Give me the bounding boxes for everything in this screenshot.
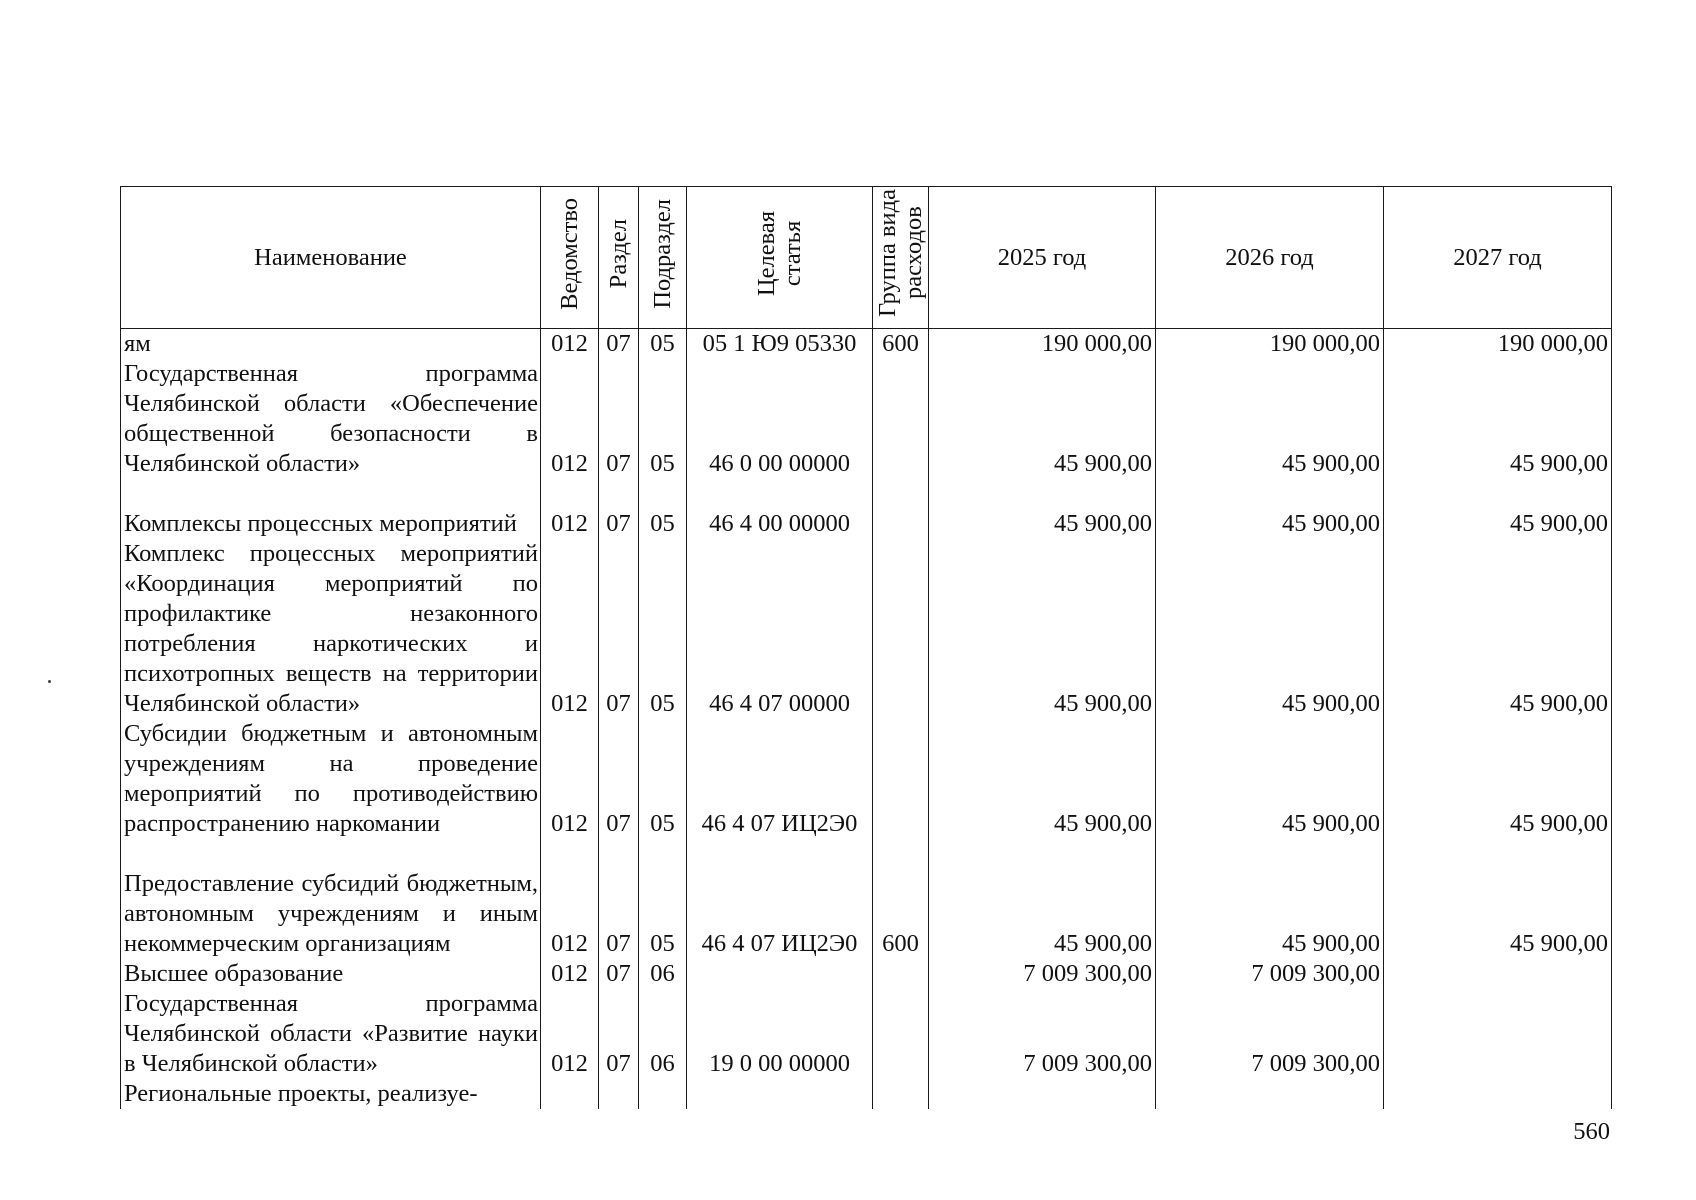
- cell-subsection: 05: [639, 539, 687, 719]
- page-number: 560: [1573, 1118, 1610, 1145]
- cell-target-article: [687, 959, 873, 989]
- cell-target-article: 46 4 00 00000: [687, 479, 873, 539]
- table-row: [121, 479, 1612, 539]
- cell-section: 07: [599, 359, 639, 479]
- cell-2027: [1384, 989, 1612, 1079]
- cell-name: Комплекс процессных мероприятий «Координация мероприятий по профилактике незаконного потребления наркотических и психотропных веществ на территории Челябинской области»: [121, 539, 541, 719]
- cell-name: Субсидии бюджетным и автономным учреждениям на проведение мероприятий по противодействию распространению наркомании: [121, 719, 541, 839]
- budget-table: [120, 186, 1612, 1109]
- cell-2025: 45 900,00: [929, 839, 1156, 959]
- cell-subsection: [639, 1079, 687, 1109]
- cell-name: Государственная программа Челябинской области «Развитие науки в Челябинской области»: [121, 989, 541, 1079]
- cell-expense-group: [873, 539, 929, 719]
- cell-section: 07: [599, 839, 639, 959]
- cell-section: [599, 1079, 639, 1109]
- cell-target-article: 46 4 07 ИЦ2Э0: [687, 719, 873, 839]
- header-2026: 2026 год: [1156, 187, 1384, 329]
- cell-2027: [1384, 1079, 1612, 1109]
- cell-2026: 45 900,00: [1156, 359, 1384, 479]
- cell-2025: [929, 1079, 1156, 1109]
- header-target-article: Целевая статья: [687, 187, 873, 329]
- cell-department: 012: [541, 839, 599, 959]
- table-row: [121, 329, 1612, 360]
- cell-expense-group: [873, 479, 929, 539]
- cell-subsection: 05: [639, 479, 687, 539]
- cell-target-article: 46 0 00 00000: [687, 359, 873, 479]
- cell-subsection: 05: [639, 839, 687, 959]
- cell-2026: 45 900,00: [1156, 539, 1384, 719]
- cell-expense-group: 600: [873, 329, 929, 360]
- cell-name: ям: [121, 329, 541, 360]
- cell-2027: 45 900,00: [1384, 719, 1612, 839]
- cell-2026: [1156, 1079, 1384, 1109]
- header-section: Раздел: [599, 187, 639, 329]
- cell-2025: 7 009 300,00: [929, 989, 1156, 1079]
- cell-name: Государственная программа Челябинской области «Обеспечение общественной безопасности в Челябинской области»: [121, 359, 541, 479]
- cell-subsection: 06: [639, 989, 687, 1079]
- cell-name: Комплексы процессных мероприятий: [121, 479, 541, 539]
- cell-2025: 7 009 300,00: [929, 959, 1156, 989]
- cell-2026: 190 000,00: [1156, 329, 1384, 360]
- table-row: [121, 1079, 1612, 1109]
- cell-expense-group: [873, 719, 929, 839]
- table-row: [121, 839, 1612, 959]
- cell-section: 07: [599, 329, 639, 360]
- cell-2027: 45 900,00: [1384, 539, 1612, 719]
- cell-2025: 45 900,00: [929, 479, 1156, 539]
- cell-section: 07: [599, 539, 639, 719]
- cell-expense-group: [873, 959, 929, 989]
- header-expense-group: Группа вида расходов: [873, 187, 929, 329]
- cell-2027: 45 900,00: [1384, 839, 1612, 959]
- cell-target-article: 46 4 07 00000: [687, 539, 873, 719]
- cell-expense-group: [873, 1079, 929, 1109]
- header-row: [121, 187, 1612, 329]
- cell-section: 07: [599, 989, 639, 1079]
- cell-2025: 45 900,00: [929, 539, 1156, 719]
- cell-expense-group: 600: [873, 839, 929, 959]
- cell-section: 07: [599, 479, 639, 539]
- cell-target-article: 05 1 Ю9 05330: [687, 329, 873, 360]
- cell-name: Региональные проекты, реализуе-: [121, 1079, 541, 1109]
- cell-subsection: 05: [639, 719, 687, 839]
- cell-department: 012: [541, 959, 599, 989]
- table-row: [121, 359, 1612, 479]
- cell-2025: 45 900,00: [929, 719, 1156, 839]
- scan-speck: [48, 680, 51, 683]
- cell-expense-group: [873, 359, 929, 479]
- header-2025: 2025 год: [929, 187, 1156, 329]
- table-row: [121, 539, 1612, 719]
- cell-name: Предоставление субсидий бюджетным, автономным учреждениям и иным некоммерческим организациям: [121, 839, 541, 959]
- cell-2027: [1384, 959, 1612, 989]
- cell-subsection: 05: [639, 329, 687, 360]
- cell-2026: 45 900,00: [1156, 719, 1384, 839]
- table-body: [121, 329, 1612, 1110]
- cell-2026: 7 009 300,00: [1156, 989, 1384, 1079]
- table-row: [121, 989, 1612, 1079]
- cell-2025: 45 900,00: [929, 359, 1156, 479]
- header-department: Ведомство: [541, 187, 599, 329]
- cell-section: 07: [599, 719, 639, 839]
- cell-target-article: [687, 1079, 873, 1109]
- header-name: Наименование: [121, 187, 541, 329]
- cell-name: Высшее образование: [121, 959, 541, 989]
- header-2027: 2027 год: [1384, 187, 1612, 329]
- cell-2026: 7 009 300,00: [1156, 959, 1384, 989]
- table-row: [121, 719, 1612, 839]
- cell-department: 012: [541, 359, 599, 479]
- cell-department: 012: [541, 479, 599, 539]
- cell-2027: 190 000,00: [1384, 329, 1612, 360]
- cell-target-article: 19 0 00 00000: [687, 989, 873, 1079]
- cell-department: 012: [541, 539, 599, 719]
- cell-department: [541, 1079, 599, 1109]
- cell-2025: 190 000,00: [929, 329, 1156, 360]
- header-subsection: Подраздел: [639, 187, 687, 329]
- cell-department: 012: [541, 989, 599, 1079]
- cell-2027: 45 900,00: [1384, 479, 1612, 539]
- cell-subsection: 05: [639, 359, 687, 479]
- cell-department: 012: [541, 329, 599, 360]
- cell-2026: 45 900,00: [1156, 479, 1384, 539]
- cell-target-article: 46 4 07 ИЦ2Э0: [687, 839, 873, 959]
- cell-section: 07: [599, 959, 639, 989]
- cell-expense-group: [873, 989, 929, 1079]
- cell-2026: 45 900,00: [1156, 839, 1384, 959]
- cell-2027: 45 900,00: [1384, 359, 1612, 479]
- cell-subsection: 06: [639, 959, 687, 989]
- table-row: [121, 959, 1612, 989]
- cell-department: 012: [541, 719, 599, 839]
